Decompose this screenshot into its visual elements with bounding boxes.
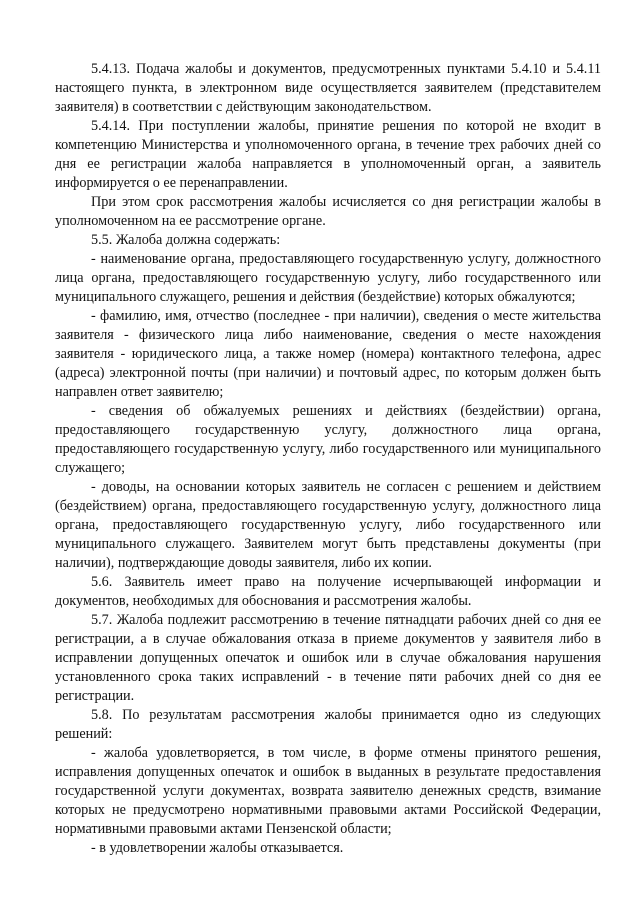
paragraph-5-6: 5.6. Заявитель имеет право на получение исчерпывающей информации и документов, необходимых для обоснования и рассмотрения жалобы. — [55, 574, 601, 609]
paragraph-5-4-13: 5.4.13. Подача жалобы и документов, предусмотренных пунктами 5.4.10 и 5.4.11 настоящего пункта, в электронном виде осуществляется заявителем (представителем заявителя) в соответствии с действующим законодательством. — [55, 61, 601, 115]
list-item-complaint-rejected: - в удовлетворении жалобы отказывается. — [91, 840, 344, 856]
list-item-complaint-satisfied: - жалоба удовлетворяется, в том числе, в форме отмены принятого решения, исправления допущенных опечаток и ошибок в выданных в результате предоставления государственной услуги документах, возврата заявителю денежных средств, взимание которых не предусмотрено нормативными правовыми актами Российской Федерации, нормативными правовыми актами Пензенской области; — [55, 745, 601, 837]
paragraph-5-8: 5.8. По результатам рассмотрения жалобы принимается одно из следующих решений: — [55, 707, 601, 742]
paragraph-5-4-14: 5.4.14. При поступлении жалобы, принятие решения по которой не входит в компетенцию Министерства и уполномоченного органа, в течение трех рабочих дней со дня ее регистрации жалоба направляется в уполномоченный орган, а заявитель информируется о ее перенаправлении. — [55, 118, 601, 191]
paragraph-5-5: 5.5. Жалоба должна содержать: — [91, 232, 281, 248]
document-page — [55, 60, 601, 858]
list-item-arguments: - доводы, на основании которых заявитель не согласен с решением и действием (бездействием) органа, предоставляющего государственную услугу, должностного лица органа, предоставляющего государственную услугу, либо государственного или муниципального служащего. Заявителем могут быть представлены документы (при наличии), подтверждающие доводы заявителя, либо их копии. — [55, 479, 601, 571]
paragraph-5-7: 5.7. Жалоба подлежит рассмотрению в течение пятнадцати рабочих дней со дня ее регистрации, а в случае обжалования отказа в приеме документов у заявителя либо в исправлении допущенных опечаток и ошибок или в случае обжалования нарушения установленного срока таких исправлений - в течение пяти рабочих дней со дня ее регистрации. — [55, 612, 601, 704]
list-item-authority-name: - наименование органа, предоставляющего государственную услугу, должностного лица органа, предоставляющего государственную услугу, либо государственного или муниципального служащего, решения и действия (бездействие) которых обжалуются; — [55, 251, 601, 305]
paragraph-review-term: При этом срок рассмотрения жалобы исчисляется со дня регистрации жалобы в уполномоченном на ее рассмотрение органе. — [55, 194, 601, 229]
list-item-appealed-decisions: - сведения об обжалуемых решениях и действиях (бездействии) органа, предоставляющего государственную услугу, должностного лица органа, предоставляющего государственную услугу, либо государственного или муниципального служащего; — [55, 403, 601, 476]
list-item-applicant-info: - фамилию, имя, отчество (последнее - при наличии), сведения о месте жительства заявителя - физического лица либо наименование, сведения о месте нахождения заявителя - юридического лица, а также номер (номера) контактного телефона, адрес (адреса) электронной почты (при наличии) и почтовый адрес, по которым должен быть направлен ответ заявителю; — [55, 308, 601, 400]
